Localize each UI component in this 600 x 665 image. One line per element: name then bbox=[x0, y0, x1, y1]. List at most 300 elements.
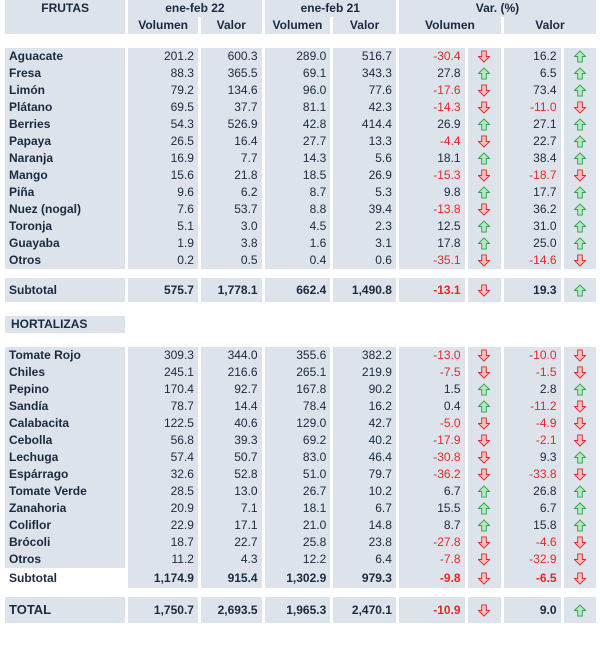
var-volumen-cell: 8.7 bbox=[399, 517, 465, 534]
volumen-previous-cell: 26.7 bbox=[265, 483, 331, 500]
arrow-up-icon bbox=[564, 65, 596, 82]
spacer bbox=[5, 269, 596, 278]
valor-current-cell: 526.9 bbox=[201, 116, 262, 133]
valor-previous-cell: 382.2 bbox=[333, 347, 396, 364]
table-row bbox=[5, 432, 596, 449]
valor-current-cell: 22.7 bbox=[201, 534, 262, 551]
total-row bbox=[5, 597, 596, 623]
var-volumen-cell: -4.4 bbox=[399, 133, 465, 150]
arrow-down-icon bbox=[564, 167, 596, 184]
volumen-current-cell: 0.2 bbox=[128, 252, 198, 269]
valor-previous-cell: 5.6 bbox=[333, 150, 396, 167]
valor-current-cell: 92.7 bbox=[201, 381, 262, 398]
var-volumen-cell: 15.5 bbox=[399, 500, 465, 517]
row-label: Subtotal bbox=[5, 278, 125, 302]
arrow-up-icon bbox=[564, 150, 596, 167]
arrow-up-icon bbox=[564, 278, 596, 302]
var-valor-cell: 26.8 bbox=[504, 483, 561, 500]
volumen-current-cell: 32.6 bbox=[128, 466, 198, 483]
var-volumen-cell: -9.8 bbox=[399, 568, 465, 588]
table-row bbox=[5, 116, 596, 133]
row-label: Pepino bbox=[5, 381, 125, 398]
arrow-up-icon bbox=[564, 235, 596, 252]
hortalizas-rows bbox=[5, 347, 596, 568]
volumen-previous-cell: 167.8 bbox=[265, 381, 331, 398]
volumen-current-cell: 7.6 bbox=[128, 201, 198, 218]
row-label: Mango bbox=[5, 167, 125, 184]
var-volumen-cell: -36.2 bbox=[399, 466, 465, 483]
volumen-previous-cell: 18.1 bbox=[265, 500, 331, 517]
volumen-previous-cell: 8.8 bbox=[265, 201, 331, 218]
valor-previous-cell: 42.3 bbox=[333, 99, 396, 116]
var-valor-cell: -1.5 bbox=[504, 364, 561, 381]
arrow-down-icon bbox=[564, 432, 596, 449]
var-valor-cell: -11.2 bbox=[504, 398, 561, 415]
valor-previous-cell: 10.2 bbox=[333, 483, 396, 500]
var-valor-cell: 22.7 bbox=[504, 133, 561, 150]
var-volumen-cell: -7.5 bbox=[399, 364, 465, 381]
table-row bbox=[5, 415, 596, 432]
volumen-current-cell: 79.2 bbox=[128, 82, 198, 99]
col-valor-previous: Valor bbox=[333, 17, 396, 34]
volumen-current-cell: 5.1 bbox=[128, 218, 198, 235]
volumen-current-cell: 9.6 bbox=[128, 184, 198, 201]
var-volumen-cell: 18.1 bbox=[399, 150, 465, 167]
var-valor-cell: 36.2 bbox=[504, 201, 561, 218]
valor-current-cell: 50.7 bbox=[201, 449, 262, 466]
grand-total bbox=[5, 597, 596, 623]
volumen-current-cell: 1,174.9 bbox=[128, 568, 198, 588]
volumen-previous-cell: 662.4 bbox=[265, 278, 331, 302]
row-label: Tomate Rojo bbox=[5, 347, 125, 364]
row-label: Sandía bbox=[5, 398, 125, 415]
var-valor-cell: 19.3 bbox=[504, 278, 561, 302]
var-volumen-cell: -13.8 bbox=[399, 201, 465, 218]
var-volumen-cell: 0.4 bbox=[399, 398, 465, 415]
volumen-previous-cell: 69.1 bbox=[265, 65, 331, 82]
table-row bbox=[5, 48, 596, 65]
arrow-down-icon bbox=[468, 82, 501, 99]
volumen-previous-cell: 51.0 bbox=[265, 466, 331, 483]
hortalizas-header: HORTALIZAS bbox=[5, 316, 125, 333]
row-label: Limón bbox=[5, 82, 125, 99]
table-row bbox=[5, 483, 596, 500]
var-volumen-cell: -17.9 bbox=[399, 432, 465, 449]
volumen-current-cell: 18.7 bbox=[128, 534, 198, 551]
var-valor-cell: -6.5 bbox=[504, 568, 561, 588]
valor-previous-cell: 343.3 bbox=[333, 65, 396, 82]
arrow-down-icon bbox=[564, 347, 596, 364]
volumen-previous-cell: 0.4 bbox=[265, 252, 331, 269]
table-row bbox=[5, 218, 596, 235]
var-valor-cell: 9.0 bbox=[504, 597, 561, 623]
arrow-up-icon bbox=[564, 218, 596, 235]
frutas-subtotal-section bbox=[5, 269, 596, 278]
valor-current-cell: 600.3 bbox=[201, 48, 262, 65]
row-label: Lechuga bbox=[5, 449, 125, 466]
var-volumen-cell: 1.5 bbox=[399, 381, 465, 398]
volumen-previous-cell: 1.6 bbox=[265, 235, 331, 252]
frutas-subtotal bbox=[5, 278, 596, 302]
arrow-down-icon bbox=[468, 534, 501, 551]
valor-current-cell: 21.8 bbox=[201, 167, 262, 184]
variation-header: Var. (%) bbox=[399, 0, 596, 17]
valor-current-cell: 3.8 bbox=[201, 235, 262, 252]
var-valor-cell: 9.3 bbox=[504, 449, 561, 466]
frutas-header-cont bbox=[5, 17, 125, 34]
volumen-current-cell: 1,750.7 bbox=[128, 597, 198, 623]
valor-previous-cell: 79.7 bbox=[333, 466, 396, 483]
valor-previous-cell: 16.2 bbox=[333, 398, 396, 415]
table-row bbox=[5, 398, 596, 415]
valor-previous-cell: 39.4 bbox=[333, 201, 396, 218]
valor-previous-cell: 414.4 bbox=[333, 116, 396, 133]
volumen-current-cell: 309.3 bbox=[128, 347, 198, 364]
arrow-up-icon bbox=[564, 133, 596, 150]
arrow-down-icon bbox=[468, 364, 501, 381]
arrow-up-icon bbox=[564, 201, 596, 218]
row-label: Otros bbox=[5, 252, 125, 269]
volumen-previous-cell: 8.7 bbox=[265, 184, 331, 201]
row-label: Subtotal bbox=[9, 571, 57, 585]
volumen-previous-cell: 96.0 bbox=[265, 82, 331, 99]
var-valor-cell: -4.9 bbox=[504, 415, 561, 432]
var-volumen-cell: -30.4 bbox=[399, 48, 465, 65]
var-volumen-cell: -30.8 bbox=[399, 449, 465, 466]
valor-previous-cell: 516.7 bbox=[333, 48, 396, 65]
arrow-up-icon bbox=[564, 48, 596, 65]
volumen-previous-cell: 129.0 bbox=[265, 415, 331, 432]
table-row bbox=[5, 364, 596, 381]
table-row bbox=[5, 381, 596, 398]
volumen-current-cell: 88.3 bbox=[128, 65, 198, 82]
table-row bbox=[5, 184, 596, 201]
arrow-up-icon bbox=[564, 82, 596, 99]
table-row bbox=[5, 235, 596, 252]
arrow-down-icon bbox=[468, 347, 501, 364]
volumen-previous-cell: 25.8 bbox=[265, 534, 331, 551]
valor-previous-cell: 23.8 bbox=[333, 534, 396, 551]
valor-current-cell: 4.3 bbox=[201, 551, 262, 568]
var-valor-cell: 27.1 bbox=[504, 116, 561, 133]
valor-current-cell: 14.4 bbox=[201, 398, 262, 415]
var-valor-cell: -4.6 bbox=[504, 534, 561, 551]
valor-current-cell: 13.0 bbox=[201, 483, 262, 500]
valor-previous-cell: 90.2 bbox=[333, 381, 396, 398]
var-valor-cell: -2.1 bbox=[504, 432, 561, 449]
arrow-up-icon bbox=[468, 483, 501, 500]
spacer bbox=[5, 333, 596, 347]
arrow-up-icon bbox=[468, 218, 501, 235]
arrow-down-icon bbox=[564, 534, 596, 551]
var-volumen-cell: -27.8 bbox=[399, 534, 465, 551]
volumen-previous-cell: 78.4 bbox=[265, 398, 331, 415]
var-volumen-cell: -13.1 bbox=[399, 278, 465, 302]
row-label: Toronja bbox=[5, 218, 125, 235]
volumen-previous-cell: 42.8 bbox=[265, 116, 331, 133]
var-valor-cell: -11.0 bbox=[504, 99, 561, 116]
row-label: Brócoli bbox=[5, 534, 125, 551]
valor-previous-cell: 46.4 bbox=[333, 449, 396, 466]
subtotal-row bbox=[5, 278, 596, 302]
valor-previous-cell: 2.3 bbox=[333, 218, 396, 235]
var-volumen-cell: -15.3 bbox=[399, 167, 465, 184]
arrow-down-icon bbox=[468, 278, 501, 302]
arrow-down-icon bbox=[564, 466, 596, 483]
arrow-down-icon bbox=[468, 99, 501, 116]
volumen-current-cell: 69.5 bbox=[128, 99, 198, 116]
volumen-previous-cell: 81.1 bbox=[265, 99, 331, 116]
arrow-down-icon bbox=[564, 551, 596, 568]
volumen-current-cell: 56.8 bbox=[128, 432, 198, 449]
valor-current-cell: 17.1 bbox=[201, 517, 262, 534]
valor-previous-cell: 14.8 bbox=[333, 517, 396, 534]
valor-previous-cell: 3.1 bbox=[333, 235, 396, 252]
volumen-current-cell: 245.1 bbox=[128, 364, 198, 381]
valor-current-cell: 344.0 bbox=[201, 347, 262, 364]
volumen-current-cell: 78.7 bbox=[128, 398, 198, 415]
valor-current-cell: 7.1 bbox=[201, 500, 262, 517]
volumen-previous-cell: 21.0 bbox=[265, 517, 331, 534]
var-volumen-cell: -14.3 bbox=[399, 99, 465, 116]
var-valor-cell: 2.8 bbox=[504, 381, 561, 398]
period-previous-header: ene-feb 21 bbox=[265, 0, 396, 17]
var-volumen-cell: -17.6 bbox=[399, 82, 465, 99]
row-label: Berries bbox=[5, 116, 125, 133]
volumen-previous-cell: 1,302.9 bbox=[265, 568, 331, 588]
volumen-previous-cell: 12.2 bbox=[265, 551, 331, 568]
var-volumen-cell: 17.8 bbox=[399, 235, 465, 252]
arrow-down-icon bbox=[564, 99, 596, 116]
arrow-up-icon bbox=[468, 500, 501, 517]
arrow-up-icon bbox=[468, 235, 501, 252]
arrow-up-icon bbox=[468, 116, 501, 133]
volumen-previous-cell: 18.5 bbox=[265, 167, 331, 184]
arrow-up-icon bbox=[564, 116, 596, 133]
valor-previous-cell: 13.3 bbox=[333, 133, 396, 150]
valor-current-cell: 52.8 bbox=[201, 466, 262, 483]
row-label: Piña bbox=[5, 184, 125, 201]
spacer bbox=[5, 34, 596, 48]
volumen-previous-cell: 289.0 bbox=[265, 48, 331, 65]
volumen-previous-cell: 83.0 bbox=[265, 449, 331, 466]
volumen-previous-cell: 4.5 bbox=[265, 218, 331, 235]
var-volumen-cell: -35.1 bbox=[399, 252, 465, 269]
valor-current-cell: 915.4 bbox=[201, 568, 262, 588]
row-label: Chiles bbox=[5, 364, 125, 381]
valor-current-cell: 365.5 bbox=[201, 65, 262, 82]
valor-current-cell: 3.0 bbox=[201, 218, 262, 235]
table-row bbox=[5, 133, 596, 150]
table-row bbox=[5, 466, 596, 483]
arrow-up-icon bbox=[468, 398, 501, 415]
row-label: Otros bbox=[5, 551, 125, 568]
table-row bbox=[5, 150, 596, 167]
arrow-down-icon bbox=[564, 568, 596, 588]
var-valor-cell: 38.4 bbox=[504, 150, 561, 167]
var-valor-cell: 73.4 bbox=[504, 82, 561, 99]
volumen-current-cell: 575.7 bbox=[128, 278, 198, 302]
row-label: Naranja bbox=[5, 150, 125, 167]
arrow-up-icon bbox=[468, 150, 501, 167]
var-volumen-cell: -5.0 bbox=[399, 415, 465, 432]
var-volumen-cell: -10.9 bbox=[399, 597, 465, 623]
volumen-current-cell: 122.5 bbox=[128, 415, 198, 432]
row-label: Coliflor bbox=[5, 517, 125, 534]
total-section bbox=[5, 588, 596, 597]
valor-previous-cell: 5.3 bbox=[333, 184, 396, 201]
hortalizas-subtotal bbox=[5, 568, 596, 588]
spacer bbox=[5, 302, 596, 316]
var-valor-cell: 17.7 bbox=[504, 184, 561, 201]
arrow-down-icon bbox=[468, 449, 501, 466]
col-volumen-previous: Volumen bbox=[265, 17, 331, 34]
table-row bbox=[5, 99, 596, 116]
valor-current-cell: 2,693.5 bbox=[201, 597, 262, 623]
var-valor-cell: 15.8 bbox=[504, 517, 561, 534]
produce-table bbox=[2, 0, 599, 623]
volumen-current-cell: 28.5 bbox=[128, 483, 198, 500]
arrow-down-icon bbox=[468, 415, 501, 432]
arrow-down-icon bbox=[468, 48, 501, 65]
arrow-down-icon bbox=[468, 551, 501, 568]
valor-current-cell: 37.7 bbox=[201, 99, 262, 116]
var-volumen-cell: 12.5 bbox=[399, 218, 465, 235]
volumen-current-cell: 22.9 bbox=[128, 517, 198, 534]
table-row bbox=[5, 65, 596, 82]
valor-previous-cell: 2,470.1 bbox=[333, 597, 396, 623]
valor-previous-cell: 40.2 bbox=[333, 432, 396, 449]
table-row bbox=[5, 167, 596, 184]
col-var-valor: Valor bbox=[504, 17, 596, 34]
table-row bbox=[5, 82, 596, 99]
arrow-down-icon bbox=[468, 252, 501, 269]
volumen-current-cell: 201.2 bbox=[128, 48, 198, 65]
var-valor-cell: 16.2 bbox=[504, 48, 561, 65]
valor-previous-cell: 979.3 bbox=[333, 568, 396, 588]
arrow-down-icon bbox=[564, 364, 596, 381]
spacer bbox=[5, 588, 596, 597]
arrow-up-icon bbox=[468, 381, 501, 398]
var-valor-cell: -14.6 bbox=[504, 252, 561, 269]
var-valor-cell: -10.0 bbox=[504, 347, 561, 364]
volumen-current-cell: 15.6 bbox=[128, 167, 198, 184]
table-row bbox=[5, 551, 596, 568]
volumen-current-cell: 170.4 bbox=[128, 381, 198, 398]
valor-previous-cell: 6.7 bbox=[333, 500, 396, 517]
volumen-previous-cell: 265.1 bbox=[265, 364, 331, 381]
table-header bbox=[5, 0, 596, 48]
var-valor-cell: -32.9 bbox=[504, 551, 561, 568]
var-valor-cell: 31.0 bbox=[504, 218, 561, 235]
table-row bbox=[5, 534, 596, 551]
row-label: Zanahoria bbox=[5, 500, 125, 517]
subtotal-row bbox=[5, 568, 596, 588]
valor-current-cell: 134.6 bbox=[201, 82, 262, 99]
arrow-down-icon bbox=[564, 252, 596, 269]
row-label: Plátano bbox=[5, 99, 125, 116]
arrow-up-icon bbox=[564, 483, 596, 500]
volumen-previous-cell: 355.6 bbox=[265, 347, 331, 364]
arrow-down-icon bbox=[468, 167, 501, 184]
arrow-down-icon bbox=[468, 133, 501, 150]
volumen-previous-cell: 69.2 bbox=[265, 432, 331, 449]
var-volumen-cell: 26.9 bbox=[399, 116, 465, 133]
row-label: Cebolla bbox=[5, 432, 125, 449]
row-label: Espárrago bbox=[5, 466, 125, 483]
table-row bbox=[5, 201, 596, 218]
frutas-header: FRUTAS bbox=[5, 0, 125, 17]
row-label: Calabacita bbox=[5, 415, 125, 432]
col-volumen-current: Volumen bbox=[128, 17, 198, 34]
volumen-current-cell: 16.9 bbox=[128, 150, 198, 167]
valor-current-cell: 7.7 bbox=[201, 150, 262, 167]
arrow-up-icon bbox=[564, 184, 596, 201]
table-row bbox=[5, 449, 596, 466]
arrow-up-icon bbox=[564, 449, 596, 466]
valor-previous-cell: 219.9 bbox=[333, 364, 396, 381]
var-volumen-cell: -7.8 bbox=[399, 551, 465, 568]
var-valor-cell: -33.8 bbox=[504, 466, 561, 483]
var-valor-cell: 6.5 bbox=[504, 65, 561, 82]
row-label: Nuez (nogal) bbox=[5, 201, 125, 218]
row-label: Papaya bbox=[5, 133, 125, 150]
row-label: Aguacate bbox=[5, 48, 125, 65]
volumen-previous-cell: 14.3 bbox=[265, 150, 331, 167]
arrow-up-icon bbox=[564, 517, 596, 534]
volumen-previous-cell: 27.7 bbox=[265, 133, 331, 150]
var-volumen-cell: -13.0 bbox=[399, 347, 465, 364]
arrow-down-icon bbox=[468, 466, 501, 483]
valor-current-cell: 40.6 bbox=[201, 415, 262, 432]
row-label: Fresa bbox=[5, 65, 125, 82]
volumen-current-cell: 1.9 bbox=[128, 235, 198, 252]
var-valor-cell: -18.7 bbox=[504, 167, 561, 184]
row-label: Guayaba bbox=[5, 235, 125, 252]
volumen-current-cell: 11.2 bbox=[128, 551, 198, 568]
valor-current-cell: 0.5 bbox=[201, 252, 262, 269]
arrow-down-icon bbox=[468, 201, 501, 218]
table-row bbox=[5, 347, 596, 364]
arrow-up-icon bbox=[468, 65, 501, 82]
valor-current-cell: 53.7 bbox=[201, 201, 262, 218]
arrow-up-icon bbox=[468, 184, 501, 201]
spacer bbox=[128, 316, 596, 333]
volumen-current-cell: 54.3 bbox=[128, 116, 198, 133]
period-current-header: ene-feb 22 bbox=[128, 0, 261, 17]
valor-current-cell: 6.2 bbox=[201, 184, 262, 201]
arrow-down-icon bbox=[468, 597, 501, 623]
var-volumen-cell: 27.8 bbox=[399, 65, 465, 82]
arrow-up-icon bbox=[564, 597, 596, 623]
valor-current-cell: 1,778.1 bbox=[201, 278, 262, 302]
frutas-rows bbox=[5, 48, 596, 269]
table-row bbox=[5, 517, 596, 534]
table-row bbox=[5, 500, 596, 517]
arrow-down-icon bbox=[468, 432, 501, 449]
valor-previous-cell: 42.7 bbox=[333, 415, 396, 432]
valor-previous-cell: 26.9 bbox=[333, 167, 396, 184]
valor-current-cell: 16.4 bbox=[201, 133, 262, 150]
valor-previous-cell: 0.6 bbox=[333, 252, 396, 269]
valor-previous-cell: 1,490.8 bbox=[333, 278, 396, 302]
arrow-up-icon bbox=[468, 517, 501, 534]
arrow-up-icon bbox=[564, 500, 596, 517]
volumen-current-cell: 20.9 bbox=[128, 500, 198, 517]
col-valor-current: Valor bbox=[201, 17, 262, 34]
row-label: Tomate Verde bbox=[5, 483, 125, 500]
arrow-down-icon bbox=[468, 568, 501, 588]
